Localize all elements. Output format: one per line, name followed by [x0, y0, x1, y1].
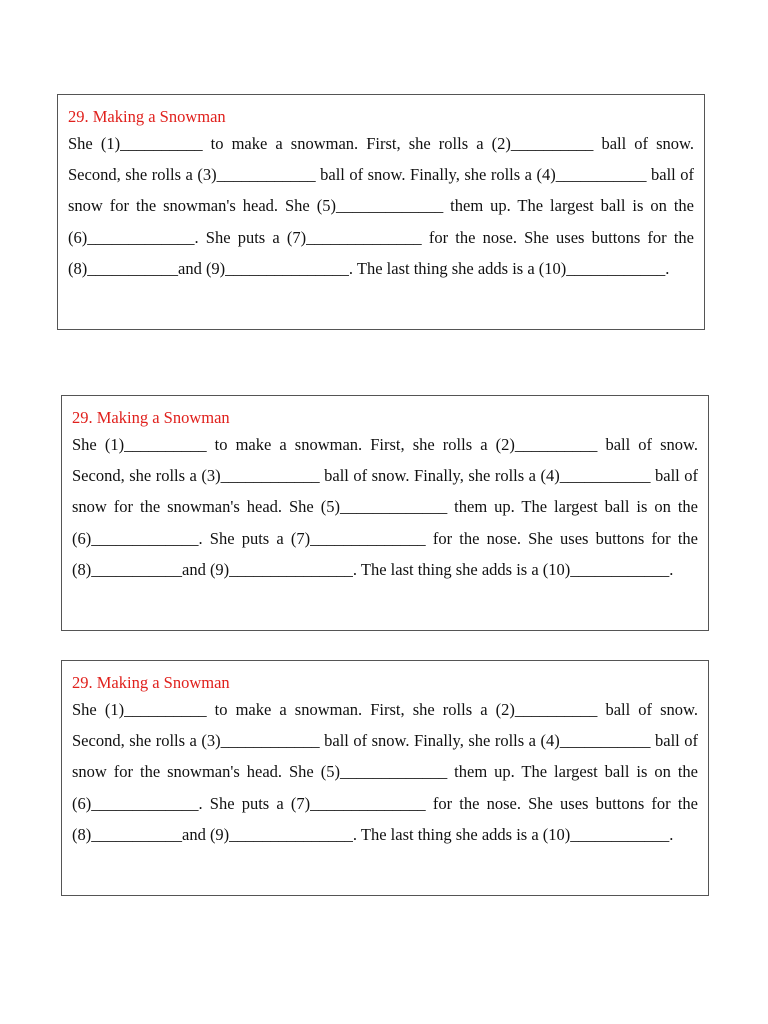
- worksheet-title: 29. Making a Snowman: [68, 107, 226, 126]
- worksheet-box-3: [61, 660, 709, 896]
- worksheet-title: 29. Making a Snowman: [72, 408, 230, 427]
- worksheet-box-2: [61, 395, 709, 631]
- worksheet-box-1: [57, 94, 705, 330]
- worksheet-passage: She (1)__________ to make a snowman. First, she rolls a (2)__________ ball of snow. Second, she rolls a (3)____________ ball of snow. Finally, she rolls a (4)___________ ball of snow for the snowman's head. She (5)_____________ them up. The largest ball is on the (6)_____________. She puts a (7)______________ for the nose. She uses buttons for the (8)___________and (9)_______________. The last thing she adds is a (10)____________.: [72, 435, 698, 579]
- worksheet-title: 29. Making a Snowman: [72, 673, 230, 692]
- worksheet-passage: She (1)__________ to make a snowman. First, she rolls a (2)__________ ball of snow. Second, she rolls a (3)____________ ball of snow. Finally, she rolls a (4)___________ ball of snow for the snowman's head. She (5)_____________ them up. The largest ball is on the (6)_____________. She puts a (7)______________ for the nose. She uses buttons for the (8)___________and (9)_______________. The last thing she adds is a (10)____________.: [68, 134, 694, 278]
- worksheet-passage: She (1)__________ to make a snowman. First, she rolls a (2)__________ ball of snow. Second, she rolls a (3)____________ ball of snow. Finally, she rolls a (4)___________ ball of snow for the snowman's head. She (5)_____________ them up. The largest ball is on the (6)_____________. She puts a (7)______________ for the nose. She uses buttons for the (8)___________and (9)_______________. The last thing she adds is a (10)____________.: [72, 700, 698, 844]
